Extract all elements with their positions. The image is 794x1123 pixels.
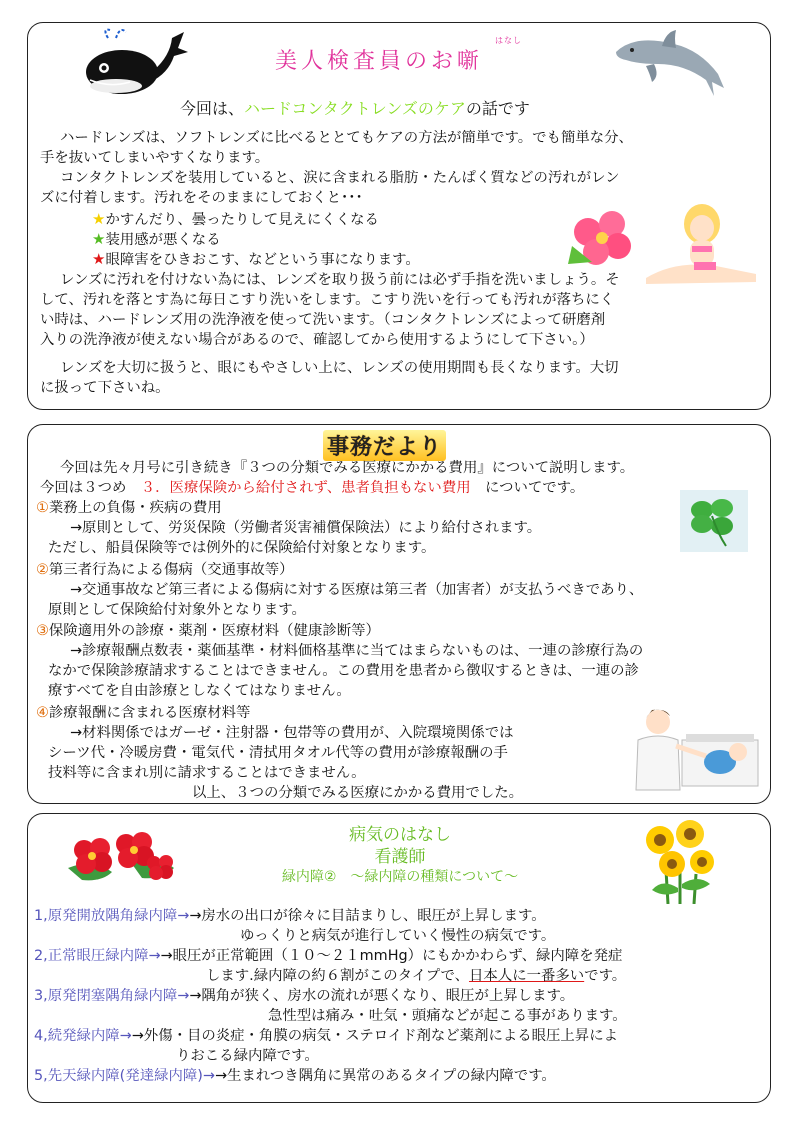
body-line: コンタクトレンズを装用していると、涙に含まれる脂肪・たんぱく質などの汚れがレン xyxy=(60,170,620,186)
whale-illustration xyxy=(80,26,190,98)
section1-title: 美人検査員のお噺 xyxy=(275,49,484,74)
body-line: ズに付着します。汚れをそのままにしておくと･･･ xyxy=(40,190,363,206)
section3-subtitle: 緑内障② ～緑内障の種類について～ xyxy=(281,869,519,885)
glaucoma-item-line: りおこる緑内障です。 xyxy=(176,1048,319,1064)
section2-title: 事務だより xyxy=(323,430,446,461)
bullet-item: ★眼障害をひきおこす、などという事になります。 xyxy=(92,250,420,268)
item-line: 療すべてを自由診療としなくてはなりません。 xyxy=(48,683,351,699)
glaucoma-item: 2,正常眼圧緑内障→→眼圧が正常範囲（１０～２１mmHg）にもかかわらず、緑内障を発症 xyxy=(34,948,623,964)
subtitle-prefix: 今回は、 xyxy=(180,99,245,118)
body-line: レンズを大切に扱うと、眼にもやさしい上に、レンズの使用期間も長くなります。大切 xyxy=(60,360,619,376)
body-line: 入りの洗浄液が使えない場合があるので、確認してから使用するようにして下さい。） xyxy=(40,332,594,348)
item-line: →診療報酬点数表・薬価基準・材料価格基準に当てはまらないものは、一連の診療行為の xyxy=(70,643,644,659)
glaucoma-item: 4,続発緑内障→→外傷・目の炎症・角膜の病気・ステロイド剤など薬剤による眼圧上昇によ xyxy=(34,1028,618,1044)
section3-title: 病気のはなし xyxy=(349,825,451,845)
item-line: →交通事故など第三者による傷病に対する医療は第三者（加害者）が支払うべきであり、 xyxy=(70,582,644,598)
red-flowers-illustration xyxy=(62,828,180,888)
glaucoma-item: 3,原発閉塞隅角緑内障→→隅角が狭く、房水の流れが悪くなり、眼圧が上昇します。 xyxy=(34,988,575,1004)
item-heading: ②第三者行為による傷病（交通事故等） xyxy=(36,562,294,578)
glaucoma-item-line: ゆっくりと病気が進行していく慢性の病気です。 xyxy=(240,928,556,944)
glaucoma-item-line: 急性型は痛み・吐気・頭痛などが起こる事があります。 xyxy=(268,1008,627,1024)
body-line: い時は、ハードレンズ用の洗浄液を使って洗います。（コンタクトレンズによって研磨剤 xyxy=(40,312,606,328)
body-line: レンズに汚れを付けない為には、レンズを取り扱う前には必ず手指を洗いましょう。そ xyxy=(60,272,620,288)
item-line: 技料等に含まれ別に請求することはできません。 xyxy=(48,765,366,781)
bullet-item: ★装用感が悪くなる xyxy=(92,230,221,248)
item-heading: ④診療報酬に含まれる医療材料等 xyxy=(36,705,251,721)
sunflowers-illustration xyxy=(638,818,724,904)
item-line: 原則として保険給付対象外となります。 xyxy=(48,602,306,618)
body-line: に扱って下さいね。 xyxy=(40,380,170,396)
item-line: →原則として、労災保険（労働者災害補償保険法）により給付されます。 xyxy=(70,520,542,536)
intro-line: 今回は３つめ ３．医療保険から給付されず、患者負担もない費用 についてです。 xyxy=(40,480,585,496)
title-furigana: はなし xyxy=(495,36,522,45)
body-line: して、汚れを落とす為に毎日こすり洗いをします。こすり洗いを行っても汚れが落ちにく xyxy=(40,292,615,308)
body-line: 手を抜いてしまいやすくなります。 xyxy=(40,150,270,166)
section1-subtitle xyxy=(180,96,530,119)
glaucoma-item: 1,原発開放隅角緑内障→→房水の出口が徐々に目詰まりし、眼圧が上昇します。 xyxy=(34,908,546,924)
bullet-item: ★かすんだり、曇ったりして見えにくくなる xyxy=(92,210,379,228)
clover-illustration xyxy=(680,490,748,552)
closing-line: 以上、３つの分類でみる医療にかかる費用でした。 xyxy=(192,785,523,801)
item-line: →材料関係ではガーゼ・注射器・包帯等の費用が、入院環境関係では xyxy=(70,725,514,741)
subtitle-suffix: の話です xyxy=(465,99,530,118)
subtitle-highlight: ハードコンタクトレンズのケア xyxy=(244,99,466,118)
star-icon: ★ xyxy=(92,210,106,228)
item-heading: ③保険適用外の診療・薬剤・医療材料（健康診断等） xyxy=(36,623,380,639)
section3-author: 看護師 xyxy=(374,847,426,867)
item-line: ただし、船員保険等では例外的に保険給付対象となります。 xyxy=(48,540,436,556)
item-heading: ①業務上の負傷・疾病の費用 xyxy=(36,500,222,516)
glaucoma-item: 5,先天緑内障(発達緑内障)→→生まれつき隅角に異常のあるタイプの緑内障です。 xyxy=(34,1068,556,1084)
dolphin-illustration xyxy=(614,30,726,100)
item-line: なかで保険診療請求することはできません。この費用を患者から徴収するときは、一連の診 xyxy=(48,663,639,679)
body-line: ハードレンズは、ソフトレンズに比べるととてもケアの方法が簡単です。でも簡単な分、 xyxy=(60,130,633,146)
nurse-patient-illustration xyxy=(622,700,762,792)
star-icon: ★ xyxy=(92,230,106,248)
star-icon: ★ xyxy=(92,250,106,268)
intro-line: 今回は先々月号に引き続き『３つの分類でみる医療にかかる費用』について説明します。 xyxy=(60,460,635,476)
item-line: シーツ代・冷暖房費・電気代・清拭用タオル代等の費用が診療報酬の手 xyxy=(48,745,508,761)
intro-highlight: ３．医療保険から給付されず、患者負担もない費用 xyxy=(140,480,471,496)
glaucoma-item-line: します.緑内障の約６割がこのタイプで、日本人に一番多いです。 xyxy=(206,968,627,984)
underlined-text: 日本人に一番多い xyxy=(469,968,585,984)
